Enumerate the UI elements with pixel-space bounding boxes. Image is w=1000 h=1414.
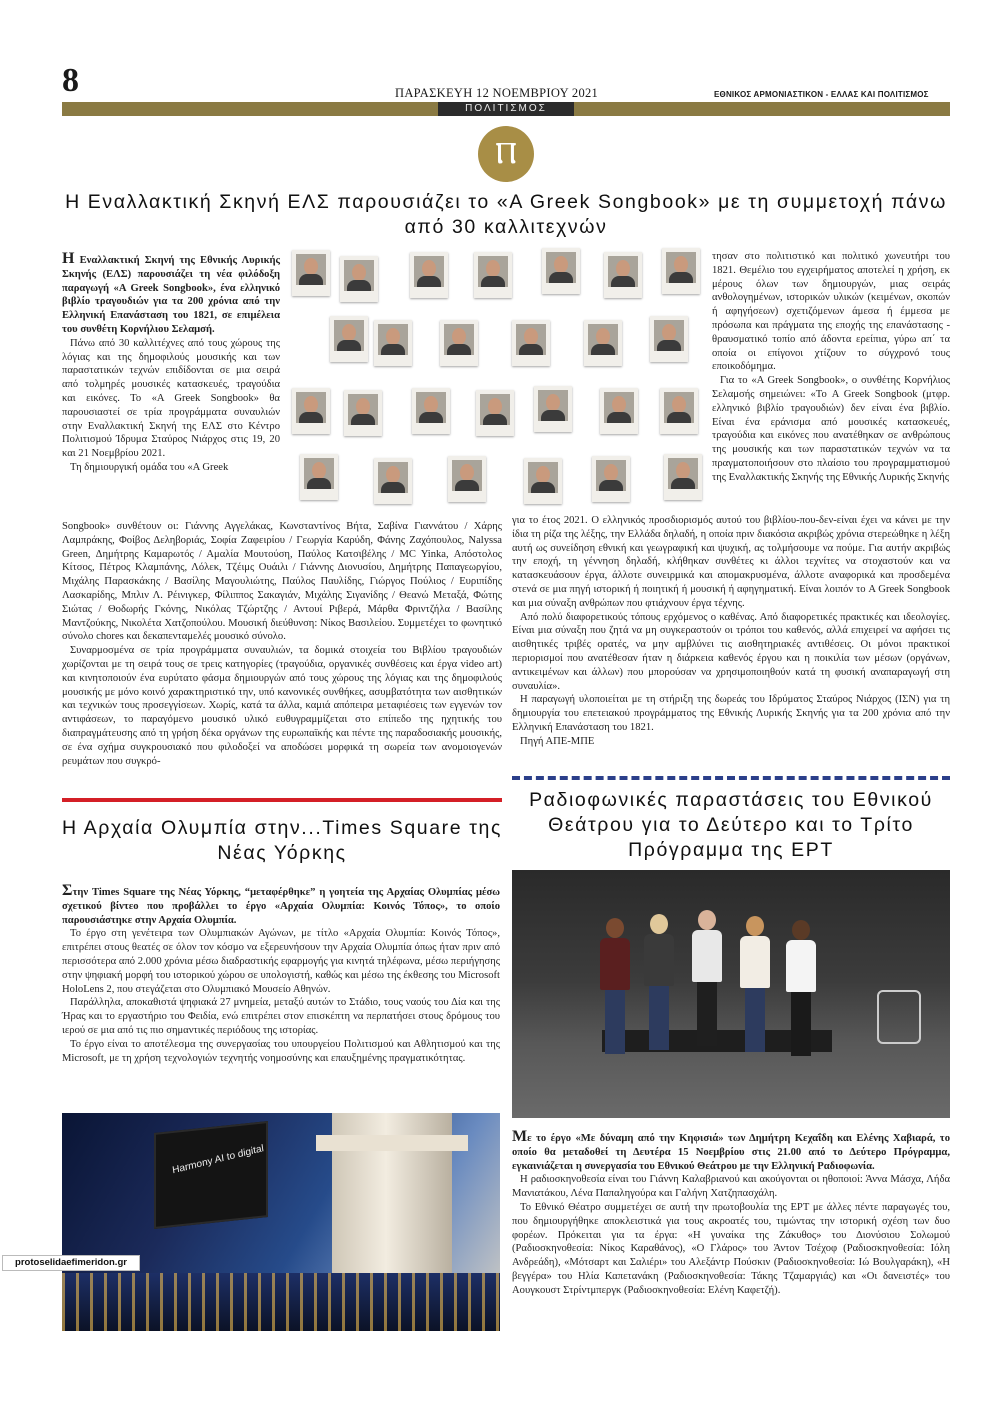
watermark-label: protoselidaefimeridon.gr xyxy=(2,1255,140,1271)
article2-dropcap: Σ xyxy=(62,882,73,899)
article1-paragraph: Από πολύ διαφορετικούς τόπους ερχόμενος ο καθένας. Από διαφορετικές πρακτικές και ιδεολογίες. Είναι μια σύναξη που ζητά να μη συγκεραστούν οι τρόποι του καθενός, αλλά επιχειρεί να αφήσει τις αισθητικές τριβές ορατές, να μην αμβλύνει τις αισθητηριακές αντιθέσεις. Οι μόνοι πρακτικοί περιορισμοί που ανατέθεσαν ήταν η διάρκεια καθενός έργου και η ποικιλία των μέσων (οργάνων, αντικειμένων και άλλων) που μπορούσαν να χρησιμοποιηθούν κατά τη φυσική αναπαραγωγή στη συναυλία». xyxy=(512,611,950,692)
article1-right-column xyxy=(712,250,950,485)
masthead: ΕΘΝΙΚΟΣ ΑΡΜΟΝΙΑΣΤΙΚΟΝ - ΕΛΛΑΣ ΚΑΙ ΠΟΛΙΤΙΣΜΟΣ xyxy=(714,90,929,99)
polaroid-photo xyxy=(534,386,572,432)
polaroid-photo xyxy=(662,248,700,294)
article2-headline: Η Αρχαία Ολυμπία στην...Times Square της Νέας Υόρκης xyxy=(62,817,502,864)
article1-paragraph: Πάνω από 30 καλλιτέχνες από τους χώρους της λόγιας και της δημοφιλούς μουσικής και των παραστατικών τεχνών επιδίδονται σε μια σειρά από τολμηρές μουσικές κατασκευές, τραγούδια και εικόνες. Το «A Greek Songbook» θα παρουσιαστεί σε τρία προγράμματα συναυλιών στην Εναλλακτική Σκηνή της ΕΛΣ στο Κέντρο Πολιτισμού Ίδρυμα Σταύρος Νιάρχος στις 19, 20 και 21 Νοεμβρίου 2021. xyxy=(62,337,280,460)
article3-dropcap: Μ xyxy=(512,1128,528,1145)
polaroid-photo xyxy=(512,320,550,366)
article1-paragraph: τησαν στο πολιτιστικό και πολιτικό χωνευτήρι του 1821. Θεμέλιο του εγχειρήματος αποτελεί η χρήση, εκ μέρους όλων των δημιουργών, μιας σειράς ανθολογημένων, ιστορικών υλικών (κειμένων, σκοπών ή αφηγήσεων) σχετιζόμενων άμεσα ή έμμεσα με πρόσωπα και πράγματα της εποχής της επανάστασης - θραυσματικό τοπίο από άδοντα ερείπια, γύρω απ΄ τα οποία οι επίγονοι χτίζουν το σύγχρονό τους εποικοδόμημα. xyxy=(712,251,950,373)
polaroid-photo xyxy=(584,320,622,366)
article1-wide-left xyxy=(62,520,502,768)
article3-lead: Με το έργο «Με δύναμη από την Κηφισιά» των Δημήτρη Κεχαΐδη και Ελένης Χαβιαρά, το οποίο θα μεταδοθεί τη Δευτέρα 15 Νοεμβρίου στις 21.00 από το Δεύτερο Πρόγραμμα, εγκαινιάζεται η συνεργασία του Εθνικού Θεάτρου με την Ελληνική Ραδιοφωνία. xyxy=(512,1128,950,1172)
polaroid-photo xyxy=(474,252,512,298)
billboard-screen: Harmony AI to digital xyxy=(154,1121,268,1229)
polaroid-photo xyxy=(374,320,412,366)
article1-paragraph: Songbook» συνθέτουν οι: Γιάννης Αγγελάκας, Κωνσταντίνος Βήτα, Σαβίνα Γιαννάτου / Χάρης Λαμπράκης, Φοίβος Δεληβοριάς, Σοφία Ζαφειρίου / Γεωργία Καρύδη, Φάνης Ζαχόπουλος, Nalyssa Green, Δημήτρης Καμαρωτός / Αμαλία Μουτούση, Παύλος Κατσιβέλης / MC Yinka, Απόστολος Κίτσος, Πέτρος Κλαμπάνης, Λόλεκ, Τζέιμς Ουάιλι / Γιάννης Διονυσίου, Δημήτρης Παπαγεωργίου, Μιχάλης Παρασκάκης / Βασίλης Μαγουλιώτης, Παύλος Παυλίδης, Γιώργος Πούλιος / Ευριπίδης Λασκαρίδης, Μπλιν Λ. Ρέινιγκερ, Φίλιππος Σακαγιάν, Μιχάλης Σιγανίδης / Θεανώ Μεταξά, Φώτης Σιώτας / Θοδωρής Γκόνης, Νικόλας Τζώρτζης / Αντουί Ριβερά, Μάρθα Φριντζήλα / Βασίλης Μαντζούκης, Νικολέτα Χατζοπούλου. Μουσική διεύθυνση: Νίκος Βασιλείου. Συμμετέχει το φωνητικό σύνολο chores και δεκαπενταμελές μουσικό σύνολο. xyxy=(62,521,502,643)
polaroid-photo xyxy=(664,454,702,500)
polaroid-photo xyxy=(600,388,638,434)
city-lights xyxy=(62,1273,500,1331)
times-square-photo xyxy=(62,1113,500,1331)
article1-paragraph: Τη δημιουργική ομάδα του «A Greek xyxy=(70,461,229,473)
polaroid-photo xyxy=(292,250,330,296)
chair xyxy=(877,990,921,1044)
polaroid-photo xyxy=(374,458,412,504)
polaroid-photo xyxy=(650,316,688,362)
article3-paragraph: Η ραδιοσκηνοθεσία είναι του Γιάννη Καλαβριανού και ακούγονται οι ηθοποιοί: Άννα Μάσχα, Λήδα Μανιατάκου, Λένα Παπαληγούρα και Γαλήνη Χατζηπασχάλη. xyxy=(512,1174,950,1200)
article2-body xyxy=(62,884,500,1065)
actors-group-photo xyxy=(512,870,950,1118)
dateline: ΠΑΡΑΣΚΕΥΗ 12 ΝΟΕΜΒΡΙΟΥ 2021 xyxy=(395,86,599,100)
page-number: 8 xyxy=(62,62,79,99)
polaroid-photo xyxy=(476,390,514,436)
article2-paragraph: Το έργο είναι το αποτέλεσμα της συνεργασίας του υπουργείου Πολιτισμού και Αθλητισμού και της Microsoft, με τη χρήση τεχνολογιών τεχνητής νοημοσύνης και επαυξημένης πραγματικότητας. xyxy=(62,1038,500,1064)
polaroid-photo xyxy=(300,454,338,500)
article3-paragraph: Το Εθνικό Θέατρο συμμετέχει σε αυτή την πρωτοβουλία της ΕΡΤ με άλλες πέντε παραγωγές του, που δημιουργήθηκε αποκλειστικά για τους ακροατές του, τιμώντας την ιστορική σχέση των δυο φορέων. Πρόκειται για τα έργα: «Η γυναίκα της Ζάκυθος» του Διονύσιου Σολωμού (Ραδιοσκηνοθεσία: Νίκος Καραθάνος), «Ο Γλάρος» του Άντον Τσέχοφ (Ραδιοσκηνοθεσία: Ιόλη Ανδρεάδη), «Μότσαρτ και Σαλιέρι» του Αλεξάντρ Πούσκιν (Ραδιοσκηνοθεσία: Ιώ Βουλγαράκη), «Η βεγγέρα» του Ηλία Καπετανάκη (Ραδιοσκηνοθεσία: Τάκης Τζαμαργιάς) και «Οι δανειστές» του Αουγκουστ Στρίντμπεργκ (Ραδιοσκηνοθεσία: Ελένη Καφετζή). xyxy=(512,1201,950,1296)
article1-paragraph: για το έτος 2021. Ο ελληνικός προσδιορισμός αυτού του βιβλίου-που-δεν-είναι έχει να κάνει με την ίδια τη ρίζα της λέξης, την Ελλάδα δηλαδή, η οποία πριν διακόσια ακριβώς χρόνια στερεώθηκε η λέξη αυτή ως συνείδηση εθνική και γεωγραφική και ψυχική, ας τολμήσουμε να πούμε. Για αυτήν ακριβώς την εποχή, τη γέννηση δηλαδή, κλήθηκαν συνθέτες κι άλλοι τεχνίτες να στοχαστούν και να κατασκευάσουν έργα, άλλοτε συνειρμικά και απομακρυσμένα, άλλοτε αναφορικά και προσδεμένα στενά σε μια πηγή ιστορική ή ποιητική ή μουσική ή αφηγηματική. Είναι λοιπόν το A Greek Songbook και μια σύναξη ανθρώπων που φτιάχνουν έργα τέχνης. xyxy=(512,515,950,609)
article1-dropcap: Η xyxy=(62,250,75,267)
article2-lead: Στην Times Square της Νέας Υόρκης, “μεταφέρθηκε” η γοητεία της Αρχαίας Ολυμπίας μέσω σχετικού βίντεο που προβάλλει το έργο «Αρχαία Ολυμπία: Κοινός Τόπος», το οποίο παρουσιάστηκε στην Αρχαία Ολυμπία. xyxy=(62,882,500,926)
polaroid-photo xyxy=(660,388,698,434)
section-divider-red xyxy=(62,798,502,802)
article3-headline: Ραδιοφωνικές παραστάσεις του Εθνικού Θεάτρου για το Δεύτερο και το Τρίτο Πρόγραμμα της ΕΡΤ xyxy=(529,789,933,861)
article1-paragraph: Η παραγωγή υλοποιείται με τη στήριξη της δωρεάς του Ιδρύματος Σταύρος Νιάρχος (ΙΣΝ) για τη δημιουργία του επετειακού προγράμματος της Εθνικής Λυρικής Σκηνής για τα 200 χρόνια από την Ελληνική Επανάσταση του 1821. xyxy=(512,694,950,733)
polaroid-photo xyxy=(412,388,450,434)
polaroid-photo xyxy=(344,390,382,436)
polaroid-photo xyxy=(592,456,630,502)
article3-body xyxy=(512,1130,950,1298)
polaroid-photo xyxy=(440,320,478,366)
article1-paragraph: Συναρμοσμένα σε τρία προγράμματα συναυλιών, τα δομικά στοιχεία του Βιβλίου τραγουδιών χωρίζονται με τη σειρά τους σε τρεις κατηγορίες (τραγούδια, οργανικές συνθέσεις και έργα video art) και κινητοποιούν ένα ευρύτατο φάσμα δημιουργών από τους χώρους της λόγιας και της δημοφιλούς μουσικής με μόνο κοινό χαρακτηριστικό την, υπό κανονικές συνθήκες, ασυμβατότητα των αισθητικών και τεχνικών τους προσεγγίσεων. Χωρίς, κατά τα άλλα, καμιά απόπειρα μεταφιέσεις των εγγενών τον αντιφάσεων, το παραγόμενο μουσικό υλικό ευθυγραμμίζεται στο επίπεδο της ηχητικής του διαπραγμάτευσης από τη γρήση δέκα οργάνων της ευρωπαϊκής και πέντε της παραδοσιακής μουσικής, σε ένα σχήμα συγκρουσιακό που φιλοδοξεί να αποδώσει μορφικά τη σωρεία των ανομοιογενών ρευμάτων που συγκρό- xyxy=(62,645,502,767)
polaroid-photo xyxy=(604,252,642,298)
section-tag: ΠΟΛΙΤΙΣΜΟΣ xyxy=(438,102,574,116)
polaroid-photo xyxy=(524,458,562,504)
polaroid-photo xyxy=(292,388,330,434)
polaroid-photo xyxy=(410,252,448,298)
section-divider-dashed xyxy=(512,776,950,780)
article1-source: Πηγή ΑΠΕ-ΜΠΕ xyxy=(520,735,595,747)
article1-polaroid-collage xyxy=(288,248,708,506)
article2-paragraph: Το έργο στη γενέτειρα των Ολυμπιακών Αγώνων, με τίτλο «Αρχαία Ολυμπία: Κοινός Τόπος», επιτρέπει στους θεατές σε όλον τον κόσμο να εξερευνήσουν την Αρχαία Ολυμπία όπως ήταν πριν από περισσότερα από 2.000 χρόνια μέσω διαδραστικής εφαρμογής για κινητά τηλέφωνα, μέσω περιήγησης στην ψηφιακή μορφή του ιστορικού χώρου σε υπολογιστή, καθώς και μέσω της έκθεσης του Microsoft HoloLens 2, που στεγάζεται στο Ολυμπιακό Μουσείο Αθηνών. xyxy=(62,928,500,995)
polaroid-photo xyxy=(330,316,368,362)
article1-paragraph: Για το «A Greek Songbook», ο συνθέτης Κορνήλιος Σελαμσής σημειώνει: «Το A Greek Songbook (μτφρ. ελληνικό βιβλίο τραγουδιών) δεν είναι ένα βιβλίο. Είναι ένα εράνισμα από μουσικές κατασκευές, τραγούδια και εικόνες που ανατέθηκαν σε ανθρώπους της μουσικής και των παραστατικών τεχνών να τα πραγματοποιήσουν στο πλαίσιο του προγραμματισμού της Εναλλακτικής Σκηνής της Εθνικής Λυρικής Σκηνής xyxy=(712,375,950,483)
column-emblem-icon: Ⲡ xyxy=(478,126,534,182)
article1-wide-right xyxy=(512,514,950,749)
article1-lead: Η Εναλλακτική Σκηνή της Εθνικής Λυρικής Σκηνής (ΕΛΣ) παρουσιάζει τη νέα φιλόδοξη παραγωγή «A Greek Songbook», ένα ελληνικό βιβλίο τραγουδιών για τα 200 χρόνια από την Ελληνική Επανάσταση του 1821, σε επιμέλεια του συνθέτη Κορνήλιου Σελαμσή. xyxy=(62,250,280,335)
polaroid-photo xyxy=(542,248,580,294)
article1-left-column xyxy=(62,252,280,475)
article1-headline: Η Εναλλακτική Σκηνή ΕΛΣ παρουσιάζει το «A Greek Songbook» με τη συμμετοχή πάνω από 30 καλλιτεχνών xyxy=(65,191,947,238)
polaroid-photo xyxy=(340,256,378,302)
polaroid-photo xyxy=(448,456,486,502)
article2-paragraph: Παράλληλα, αποκαθιστά ψηφιακά 27 μνημεία, μεταξύ αυτών το Στάδιο, τους ναούς του Δία και της Ήρας και το εργαστήριο του Φειδία, ενώ επιτρέπει στον επισκέπτη να περπατήσει στους δρόμους του ιερού σε μια από τις πιο σημαντικές περιόδους της ιστορίας. xyxy=(62,997,500,1036)
